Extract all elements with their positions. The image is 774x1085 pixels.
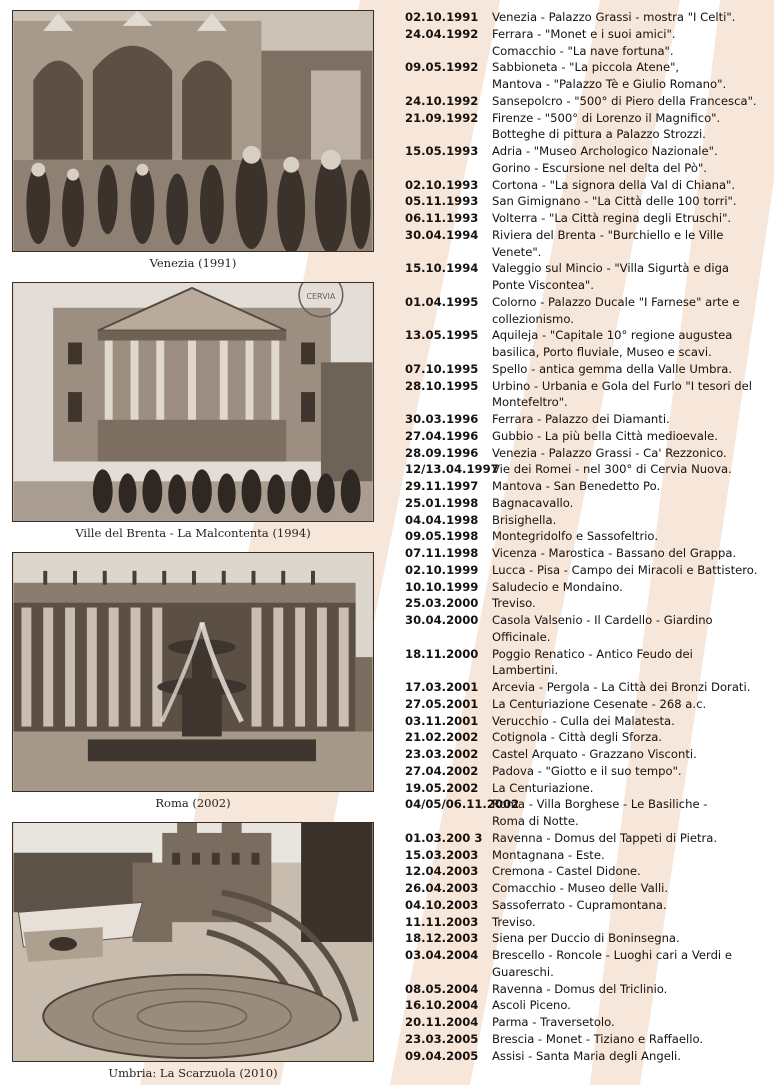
event-row	[405, 294, 771, 328]
event-line: Spello - antica gemma della Valle Umbra.	[492, 361, 733, 376]
event-line: Colorno - Palazzo Ducale "I Farnese" arte e	[492, 294, 740, 309]
event-date: 06.11.1993	[405, 211, 479, 225]
event-row	[405, 595, 771, 612]
event-description	[492, 361, 771, 378]
event-date: 30.04.2000	[405, 613, 479, 627]
event-date: 29.11.1997	[405, 479, 479, 493]
event-line: Botteghe di pittura a Palazzo Strozzi.	[492, 127, 706, 142]
event-date: 23.03.2005	[405, 1031, 479, 1046]
photo-roma	[12, 552, 374, 792]
event-row	[405, 1048, 771, 1065]
event-description	[492, 445, 771, 462]
event-line: Lambertini.	[492, 663, 559, 678]
event-line: Verucchio - Culla dei Malatesta.	[492, 713, 675, 728]
event-date: 10.10.1999	[405, 579, 479, 594]
event-row	[405, 947, 771, 981]
photo-venezia	[12, 10, 374, 252]
event-row	[405, 746, 771, 763]
event-row	[405, 997, 771, 1014]
event-line: Vie dei Romei - nel 300° di Cervia Nuova.	[492, 462, 732, 477]
event-row	[405, 327, 771, 361]
event-date: 21.02.2002	[405, 730, 479, 745]
event-date: 25.01.1998	[405, 495, 479, 510]
event-description	[492, 9, 771, 26]
event-description	[492, 478, 771, 495]
event-line: Guareschi.	[492, 964, 554, 979]
event-date: 21.09.1992	[405, 110, 479, 125]
event-date: 03.04.2004	[405, 948, 479, 962]
event-line: Poggio Renatico - Antico Feudo dei	[492, 646, 693, 661]
event-date: 04/05/06.11.2002	[405, 797, 520, 812]
event-date: 09.04.2005	[405, 1048, 479, 1063]
event-line: Arcevia - Pergola - La Città dei Bronzi Dorati.	[492, 680, 751, 694]
event-description	[492, 1048, 771, 1065]
event-row	[405, 930, 771, 947]
event-date: 30.04.1994	[405, 227, 479, 242]
event-date: 07.11.1998	[405, 546, 479, 560]
event-line: Brescia - Monet - Tiziano e Raffaello.	[492, 1031, 704, 1046]
event-description	[492, 679, 771, 696]
event-line: Parma - Traversetolo.	[492, 1015, 615, 1029]
event-date: 26.04.2003	[405, 881, 479, 895]
event-date: 18.12.2003	[405, 931, 479, 946]
event-description	[492, 713, 771, 730]
event-description	[492, 528, 771, 545]
event-description	[492, 863, 771, 880]
event-description	[492, 26, 771, 60]
event-description	[492, 143, 771, 177]
event-date: 11.11.2003	[405, 914, 479, 929]
event-description	[492, 193, 771, 210]
event-line: Ferrara - "Monet e i suoi amici".	[492, 26, 676, 41]
event-description	[492, 260, 771, 294]
event-date: 12.04.2003	[405, 864, 479, 879]
event-row	[405, 143, 771, 177]
event-row	[405, 713, 771, 730]
event-row	[405, 26, 771, 60]
event-row	[405, 830, 771, 847]
event-list	[405, 9, 771, 1064]
event-row	[405, 512, 771, 529]
event-description	[492, 59, 771, 93]
event-line: Aquileja - "Capitale 10° regione augustea	[492, 328, 733, 343]
event-line: Mantova - "Palazzo Tè e Giulio Romano".	[492, 77, 727, 91]
event-line: Venete".	[492, 244, 542, 259]
event-row	[405, 378, 771, 412]
event-line: Montefeltro".	[492, 395, 568, 410]
event-row	[405, 478, 771, 495]
event-line: Cortona - "La signora della Val di Chiana".	[492, 177, 736, 192]
event-date: 05.11.1993	[405, 194, 479, 209]
event-row	[405, 897, 771, 914]
event-description	[492, 227, 771, 261]
event-row	[405, 880, 771, 897]
photo-caption-malcontenta: Ville del Brenta - La Malcontenta (1994)	[75, 526, 311, 540]
event-line: Saludecio e Mondaino.	[492, 579, 623, 594]
event-date: 28.09.1996	[405, 445, 479, 460]
event-line: Brisighella.	[492, 512, 557, 527]
event-row	[405, 445, 771, 462]
event-description	[492, 93, 771, 110]
event-description	[492, 729, 771, 746]
event-description	[492, 997, 771, 1014]
event-line: Treviso.	[492, 914, 536, 929]
event-line: Padova - "Giotto e il suo tempo".	[492, 763, 682, 778]
basilica-photo-icon	[13, 11, 373, 251]
event-description	[492, 1014, 771, 1031]
event-description	[492, 914, 771, 931]
event-line: Ravenna - Domus del Tappeti di Pietra.	[492, 830, 718, 845]
event-row	[405, 579, 771, 596]
event-date: 04.04.1998	[405, 512, 479, 527]
event-description	[492, 428, 771, 445]
event-line: Venezia - Palazzo Grassi - Ca' Rezzonico.	[492, 445, 727, 460]
event-row	[405, 110, 771, 144]
event-line: Cremona - Castel Didone.	[492, 864, 641, 879]
event-line: Sansepolcro - "500° di Piero della Francesca".	[492, 93, 757, 108]
event-row	[405, 227, 771, 261]
event-date: 12/13.04.1997	[405, 462, 499, 477]
colonnade-fountain-photo-icon	[13, 553, 373, 791]
event-line: La Centuriazione.	[492, 780, 594, 795]
event-description	[492, 1031, 771, 1048]
event-description	[492, 579, 771, 596]
photo-caption-scarzuola: Umbria: La Scarzuola (2010)	[108, 1066, 278, 1080]
event-date: 24.04.1992	[405, 26, 479, 41]
event-line: Siena per Duccio di Boninsegna.	[492, 931, 680, 946]
event-date: 28.10.1995	[405, 378, 479, 393]
event-description	[492, 780, 771, 797]
event-description	[492, 947, 771, 981]
event-line: Volterra - "La Città regina degli Etruschi".	[492, 211, 732, 225]
event-row	[405, 763, 771, 780]
event-description	[492, 177, 771, 194]
event-description	[492, 595, 771, 612]
event-line: Castel Arquato - Grazzano Visconti.	[492, 747, 697, 761]
event-description	[492, 461, 771, 478]
event-row	[405, 646, 771, 680]
event-row	[405, 847, 771, 864]
event-description	[492, 562, 771, 579]
event-line: Bagnacavallo.	[492, 495, 574, 510]
villa-photo-icon	[13, 283, 373, 521]
event-date: 16.10.2004	[405, 998, 479, 1013]
event-date: 27.04.2002	[405, 763, 479, 778]
event-line: Venezia - Palazzo Grassi - mostra "I Celti".	[492, 10, 736, 24]
event-date: 15.10.1994	[405, 261, 479, 276]
event-description	[492, 411, 771, 428]
event-row	[405, 696, 771, 713]
event-line: Sabbioneta - "La piccola Atene",	[492, 60, 680, 75]
event-row	[405, 1031, 771, 1048]
event-line: collezionismo.	[492, 311, 574, 326]
photo-malcontenta	[12, 282, 374, 522]
event-line: Valeggio sul Mincio - "Villa Sigurtà e diga	[492, 261, 730, 276]
stamp-text: CERVIA	[306, 291, 336, 301]
event-line: Montagnana - Este.	[492, 847, 605, 862]
event-line: Gubbio - La più bella Città medioevale.	[492, 428, 718, 443]
event-date: 09.05.1992	[405, 60, 479, 75]
event-row	[405, 93, 771, 110]
event-line: Firenze - "500° di Lorenzo il Magnifico".	[492, 110, 721, 125]
event-row	[405, 729, 771, 746]
event-date: 13.05.1995	[405, 328, 479, 343]
event-row	[405, 361, 771, 378]
event-description	[492, 110, 771, 144]
event-row	[405, 863, 771, 880]
event-line: Vicenza - Marostica - Bassano del Grappa.	[492, 546, 737, 560]
event-date: 27.04.1996	[405, 428, 479, 443]
event-description	[492, 646, 771, 680]
event-row	[405, 495, 771, 512]
event-description	[492, 746, 771, 763]
event-date: 20.11.2004	[405, 1015, 479, 1029]
event-line: Montegridolfo e Sassofeltrio.	[492, 529, 659, 544]
photo-caption-venezia: Venezia (1991)	[149, 256, 237, 270]
event-date: 01.04.1995	[405, 294, 479, 309]
event-row	[405, 210, 771, 227]
event-date: 24.10.1992	[405, 93, 479, 108]
event-date: 04.10.2003	[405, 897, 479, 912]
event-date: 27.05.2001	[405, 696, 479, 711]
event-date: 09.05.1998	[405, 529, 479, 544]
event-date: 02.10.1999	[405, 562, 479, 577]
event-date: 30.03.1996	[405, 412, 479, 426]
event-line: La Centuriazione Cesenate - 268 a.c.	[492, 696, 707, 711]
event-line: Brescello - Roncole - Luoghi cari a Verdi e	[492, 948, 732, 962]
event-date: 23.03.2002	[405, 747, 479, 761]
event-line: Adria - "Museo Archologico Nazionale".	[492, 144, 718, 158]
event-date: 03.11.2001	[405, 713, 479, 728]
event-row	[405, 461, 771, 478]
event-row	[405, 914, 771, 931]
event-line: Comacchio - "La nave fortuna".	[492, 43, 674, 58]
event-date: 02.10.1991	[405, 10, 479, 24]
event-line: Treviso.	[492, 596, 536, 611]
event-row	[405, 260, 771, 294]
event-line: Cotignola - Città degli Sforza.	[492, 730, 662, 745]
event-line: Ascoli Piceno.	[492, 998, 571, 1013]
event-line: Urbino - Urbania e Gola del Furlo "I tesori del	[492, 378, 752, 393]
event-row	[405, 612, 771, 646]
event-date: 15.05.1993	[405, 144, 479, 158]
event-line: Lucca - Pisa - Campo dei Miracoli e Battistero.	[492, 562, 758, 577]
event-row	[405, 780, 771, 797]
event-description	[492, 796, 771, 830]
event-date: 18.11.2000	[405, 646, 479, 661]
event-line: Riviera del Brenta - "Burchiello e le Ville	[492, 227, 724, 242]
event-description	[492, 880, 771, 897]
event-line: Ponte Visconteа".	[492, 278, 594, 292]
event-description	[492, 830, 771, 847]
event-row	[405, 679, 771, 696]
event-description	[492, 210, 771, 227]
event-description	[492, 612, 771, 646]
event-date: 19.05.2002	[405, 780, 479, 795]
event-line: Gorino - Escursione nel delta del Pò".	[492, 160, 707, 175]
event-description	[492, 512, 771, 529]
event-description	[492, 763, 771, 780]
event-line: Assisi - Santa Maria degli Angeli.	[492, 1048, 681, 1063]
photo-scarzuola	[12, 822, 374, 1062]
event-row	[405, 59, 771, 93]
event-line: Casola Valsenio - Il Cardello - Giardino	[492, 613, 713, 627]
event-date: 08.05.2004	[405, 981, 479, 996]
event-description	[492, 930, 771, 947]
event-row	[405, 177, 771, 194]
event-row	[405, 562, 771, 579]
event-line: Officinale.	[492, 629, 551, 644]
event-date: 01.03.200 3	[405, 830, 483, 845]
event-line: basilica, Porto fluviale, Museo e scavi.	[492, 345, 712, 359]
event-line: Roma di Notte.	[492, 814, 579, 828]
event-line: Ferrara - Palazzo dei Diamanti.	[492, 412, 670, 426]
event-line: San Gimignano - "La Città delle 100 torri".	[492, 194, 737, 209]
event-description	[492, 495, 771, 512]
event-date: 02.10.1993	[405, 177, 479, 192]
photo-caption-roma: Roma (2002)	[155, 796, 231, 810]
event-description	[492, 897, 771, 914]
event-row	[405, 1014, 771, 1031]
event-row	[405, 981, 771, 998]
event-row	[405, 796, 771, 830]
event-line: Sassoferrato - Cupramontana.	[492, 897, 667, 912]
event-line: Mantova - San Benedetto Po.	[492, 479, 661, 493]
event-row	[405, 545, 771, 562]
event-description	[492, 545, 771, 562]
event-date: 07.10.1995	[405, 361, 479, 376]
event-description	[492, 378, 771, 412]
event-row	[405, 428, 771, 445]
event-description	[492, 696, 771, 713]
event-date: 17.03.2001	[405, 680, 479, 694]
event-row	[405, 9, 771, 26]
event-row	[405, 411, 771, 428]
event-description	[492, 327, 771, 361]
event-line: Roma - Villa Borghese - Le Basiliche -	[492, 797, 708, 812]
theatre-garden-photo-icon	[13, 823, 373, 1061]
event-description	[492, 847, 771, 864]
event-date: 15.03.2003	[405, 847, 479, 862]
event-date: 25.03.2000	[405, 596, 479, 611]
event-row	[405, 528, 771, 545]
event-description	[492, 981, 771, 998]
event-line: Ravenna - Domus del Triclinio.	[492, 981, 668, 996]
event-line: Comacchio - Museo delle Valli.	[492, 881, 669, 895]
event-row	[405, 193, 771, 210]
event-description	[492, 294, 771, 328]
